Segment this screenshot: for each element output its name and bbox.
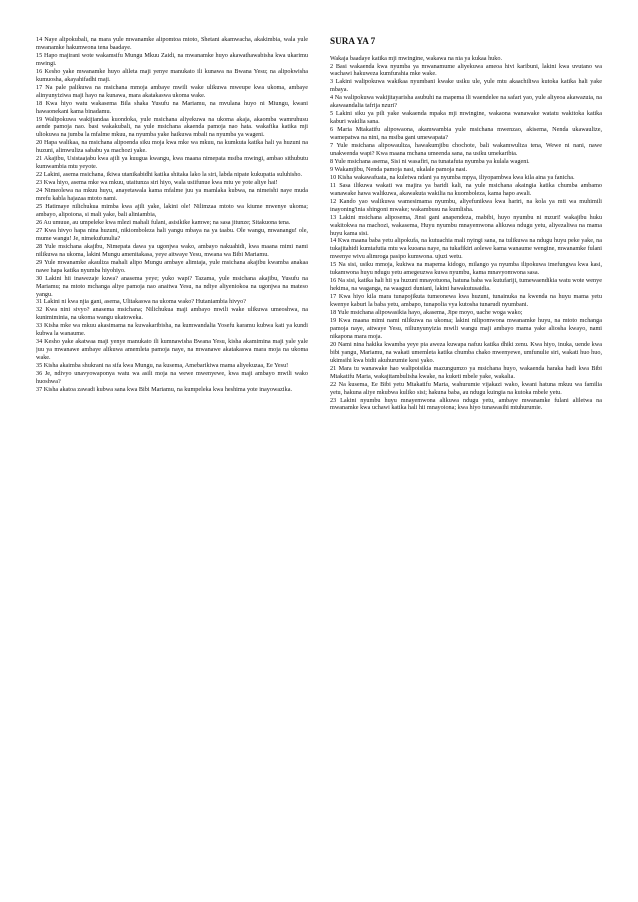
verse-paragraph: 28 Yule msichana akajibu, Nimepata dawa ya ugonjwa wako, ambayo nakuahidi, kwa maana mimi nami nilikuwa na ukoma, lakini Mungu amenitakasa, yeye aitwaye Yesu, mwana wa Bibi Mariamu. (36, 242, 308, 258)
verse-paragraph: 12 Kando yao walikuwa wamesimama nyumbu, aliyefunikwa kwa hariri, na kola ya mti wa muhimili inayoning'inia shingoni mwake; wakambusu na kumlisha. (330, 197, 602, 213)
verse-paragraph: 11 Sasa ilikuwa wakati wa majira ya baridi kali, na yule msichana akaingia katika chumba ambamo wanawake hawa walikuwa, akawakuta wakilia na kuomboleza, kama hapo awali. (330, 181, 602, 197)
verse-paragraph: 19 Walipokuwa wakijiandaa kuondoka, yule msichana aliyekuwa na ukoma akaja, akaomba wamruhusu aende pamoja nao. basi wakakubali, na yule msichana akaenda pamoja nao hata. wakafika katika mji uliokuwa na jumba la mfalme mkuu, na nyumba yake haikuwa mbali na nyumba ya wageni. (36, 115, 308, 139)
verse-paragraph: 14 Naye alipokubali, na mara yule mwanamke alipomtoa mtoto, Shetani akamwacha, akakimbia, wala yule mwanamke hakumwona tena baadaye. (36, 36, 308, 51)
verse-paragraph: 23 Kwa hiyo, asema mke wa mkuu, utaitunza siri hiyo, wala usiifunue kwa mtu ye yote aliye hai! (36, 179, 278, 187)
verse-paragraph: 20 Hapa walikaa, na msichana alipoenda siku moja kwa mke wa mkuu, na kumkuta katika hali ya huzuni na huzuni, alimwuliza sababu ya machozi yake. (36, 139, 308, 155)
verse-paragraph: 8 Yule msichana asema, Sisi ni wasafiri, na tunatafuta nyumba ya kulala wageni. (330, 157, 530, 165)
verse-paragraph: 17 Kwa hiyo kila mara tunapojikuta tumeonewa kwa huzuni, tunainuka na kwenda na huyu mama yetu kwenye kaburi la baba yetu, ambapo, tunapolia vya kutosha tunarudi nyumbani. (330, 293, 602, 309)
verse-paragraph: 21 Akajibu, Usistaajabu kwa ajili ya kuugua kwangu, kwa maana nimepata msiba mwingi, ambao sithubutu kumwambia mtu yeyote. (36, 155, 308, 171)
verse-paragraph: 31 Lakini ni kwa njia gani, asema, Ulitakaswa na ukoma wako? Hutaniambia hivyo? (36, 298, 246, 306)
verse-paragraph: 24 Nimeolewa na mkuu huyu, anayetawala kama mfalme juu ya mamlaka kubwa, na nimeishi naye muda mrefu kabla hajazaa mtoto nami. (36, 187, 308, 203)
verse-paragraph: Wakaja baadaye katika mji mwingine, wakawa na nia ya kukaa huko. (330, 54, 502, 62)
verse-paragraph: 10 Kisha wakawafuata, na kuletwa ndani ya nyumba mpya, iliyopambwa kwa kila aina ya fanicha. (330, 173, 575, 181)
verse-paragraph: 18 Kwa hiyo watu wakasema Bila shaka Yusufu na Mariamu, na mvulana huyo ni Miungu, kwani hawaonekani kama binadamu. (36, 99, 308, 115)
chapter-heading: SURA YA 7 (330, 36, 376, 46)
verse-paragraph: 20 Nami nina hakika kwamba yeye pia aweza kuwapa nafuu katika dhiki zenu. Kwa hiyo, inuka, uende kwa bibi yangu, Mariamu, na wakati umemleta katika chumba chako mwenyewe, umfunulie siri, wakati huo huo, ukimsihi kwa bidii akuhurumie kesi yako. (330, 340, 602, 364)
verse-paragraph: 33 Kisha mke wa mkuu akasimama na kuwakaribisha, na kumwandalia Yosefu karamu kubwa kati ya kundi kubwa la wanaume. (36, 322, 308, 338)
verse-paragraph: 34 Kesho yake akatwaa maji yenye manukato ili kumnawisha Bwana Yesu, kisha akamimina maji yale yale juu ya mwanawe ambaye alikuwa amemleta pamoja naye, na mwanawe akatakaswa mara moja na ukoma wake. (36, 338, 308, 362)
verse-paragraph: 14 Kwa maana baba yetu alipokufa, na kutuachia mali nyingi sana, na tulikuwa na ndugu huyu peke yake, na tukajitahidi kumtafutia mtu wa kuoana naye, na tukafikiri aolewe kama wanaume wengine, mwanamke fulani mwenye wivu alimroga pasipo kumwona. ujuzi wetu. (330, 237, 602, 261)
verse-paragraph: 27 Kwa hivyo hapa nina huzuni, nikiomboleza hali yangu mbaya na ya taabu. Ole wangu, mwanangu! ole, mume wangu! Je, nimekufunulia? (36, 226, 308, 242)
verse-paragraph: 25 Hatimaye nilichukua mimba kwa ajili yake, lakini ole! Nilimzaa mtoto wa kiume mwenye ukoma; ambayo, alipoiona, si mali yake, bali aliniambia, (36, 203, 308, 218)
verse-paragraph: 26 Au umuue, au umpeleke kwa mlezi mahali fulani, asisikike kamwe; na sasa jitunze; Sitakuona tena. (36, 218, 291, 226)
verse-paragraph: 21 Mara tu wanawake hao walipoisikia mazungumzo ya msichana huyo, wakaenda haraka hadi kwa Bibi Mtakatifu Maria, wakajitambulisha kwake, na kuketi mbele yake, wakalia. (330, 364, 602, 380)
verse-paragraph: 32 Kwa nini sivyo? anasema msichana; Nilichukua maji ambayo mwili wake ulikuwa umeoshwa, na kunimiminia, na ukoma wangu ukatoweka. (36, 306, 308, 322)
verse-paragraph: 15 Hapo majirani wote wakamsifu Mungu Mkuu Zaidi, na mwanamke huyo akawathawabisha kwa ukarimu mwingi. (36, 51, 308, 67)
verse-paragraph: 16 Kesho yake mwanamke huyo alileta maji yenye manukato ili kunawa na Bwana Yesu; na alipokwisha kumuosha, akayahifadhi maji. (36, 67, 308, 83)
verse-paragraph: 36 Je, ndivyo unavyowaponya watu wa asili moja na wewe mwenyewe, kwa maji ambayo mwili wako huoshwa? (36, 370, 308, 385)
verse-paragraph: 13 Lakini msichana aliposema, Jinsi gani anapendeza, mabibi, huyo nyumbu ni mzuri! wakajibu huku wakitokwa na machozi, wakasema, Huyu nyumbu mnayemwona alikuwa ndugu yetu, aliyezaliwa na mama huyu kama sisi. (330, 213, 602, 237)
verse-paragraph: 5 Lakini siku ya pili yake wakaenda mpaka mji mwingine, wakaona wanawake watatu wakitoka katika kaburi wakilia sana. (330, 110, 602, 126)
verse-paragraph: 9 Wakamjibu, Nenda pamoja nasi, ukalale pamoja nasi. (330, 165, 468, 173)
verse-paragraph: 19 Kwa maana mimi nami nilikuwa na ukoma; lakini nilipomwona mwanamke huyu, na mtoto mchanga pamoja naye, aitwaye Yesu, niliunyunyizia mwili wangu maji ambayo mama yake aliosha kwayo, nami nikapona mara moja. (330, 317, 602, 340)
verse-paragraph: 29 Yule mwanamke akauliza mahali alipo Mungu ambaye alimtaja, yule msichana akajibu kwamba anakaa nawe hapa katika nyumba hiyohiyo. (36, 258, 308, 274)
verse-paragraph: 6 Maria Mtakatifu alipowaona, akamwambia yule msichana mwenzao, akisema, Nenda ukawaulize, wamepatwa na nini, na msiba gani umewapata? (330, 126, 602, 142)
verse-paragraph: 3 Lakini walipokuwa wakikaa nyumbani kwake usiku ule, yule mtu akaachiliwa kutoka katika hali yake mbaya. (330, 78, 602, 94)
verse-paragraph: 23 Lakini nyumbu huyu mnayemwona alikuwa ndugu yetu, ambaye mwanamke fulani aliletwa na mwanamke kwa uchawi katika hali hii mnayoiona; kwa hiyo tunawasihi mtuhurumie. (330, 396, 602, 412)
verse-paragraph: 18 Yule msichana alipowasikia hayo, akasema, Jipe moyo, uache woga wako; (330, 309, 523, 317)
verse-paragraph: 7 Yule msichana alipowauliza, hawakumjibu chochote, bali wakamwuliza tena, Wewe ni nani, nawe unakwenda wapi? Kwa maana mchana umeenda sana, na usiku umekaribia. (330, 142, 602, 157)
verse-paragraph: 15 Na sisi, usiku mmoja, kukiwa na mapema kidogo, milango ya nyumba ilipokuwa imefungwa kwa kasi, tukamwona huyu ndugu yetu amegeuzwa kuwa nyumbu, kama mnavyomwona sasa. (330, 261, 602, 277)
verse-paragraph: 30 Lakini hii inawezaje kuwa? anasema yeye; yuko wapi? Tazama, yule msichana akajibu, Yusufu na Mariamu; na mtoto mchanga aliye pamoja nao anaitwa Yesu, na ndiye aliyeniokoa na ugonjwa na mateso yangu. (36, 274, 308, 298)
verse-paragraph: 4 Na walipokuwa wakijitayarisha asubuhi na mapema ili waendelee na safari yao, yule aliyeoa akawazuia, na akawaandalia tafrija nzuri? (330, 94, 602, 110)
verse-paragraph: 22 Lakini, asema msichana, ikiwa utanikabidhi katika shitaka lako la siri, labda nipate kukupatia suluhisho. (36, 171, 302, 179)
verse-paragraph: 2 Basi wakaenda kwa nyumba ya mwanamume aliyekuwa ameoa hivi karibuni, lakini kwa uvutano wa wachawi hakuweza kumfurahia mke wake. (330, 62, 602, 78)
left-column (36, 36, 308, 902)
verse-paragraph: 22 Na kusema, Ee Bibi yetu Mtakatifu Maria, wahurumie vijakazi wako, kwani hatuna mkuu wa familia yetu, hakuna aliye mkubwa kuliko sisi; hakuna baba, au ndugu kuingia na kutoka mbele yetu. (330, 380, 602, 396)
verse-paragraph: 16 Na sisi, katika hali hii ya huzuni mnayotuona, hatuna baba wa kutufariji, tumewaendikia watu wote wenye hekima, na waganga, na waaguzi duniani, lakini hawakutusaidia. (330, 277, 602, 293)
verse-paragraph: 37 Kisha akatoa zawadi kubwa sana kwa Bibi Mariamu, na kumpeleka kwa heshima yote inayowazika. (36, 385, 293, 393)
verse-paragraph: 17 Na pale palikuwa na msichana mmoja ambaye mwili wake ulikuwa mweupe kwa ukoma, ambaye alinyunyiziwa maji hayo na kunawa, mara akatakaswa ukoma wake. (36, 83, 308, 99)
verse-paragraph: 35 Kisha akaimba shukrani na sifa kwa Mungu, na kusema, Amebarikiwa mama aliyekuzaa, Ee Yesu! (36, 362, 289, 370)
right-column (330, 36, 602, 902)
